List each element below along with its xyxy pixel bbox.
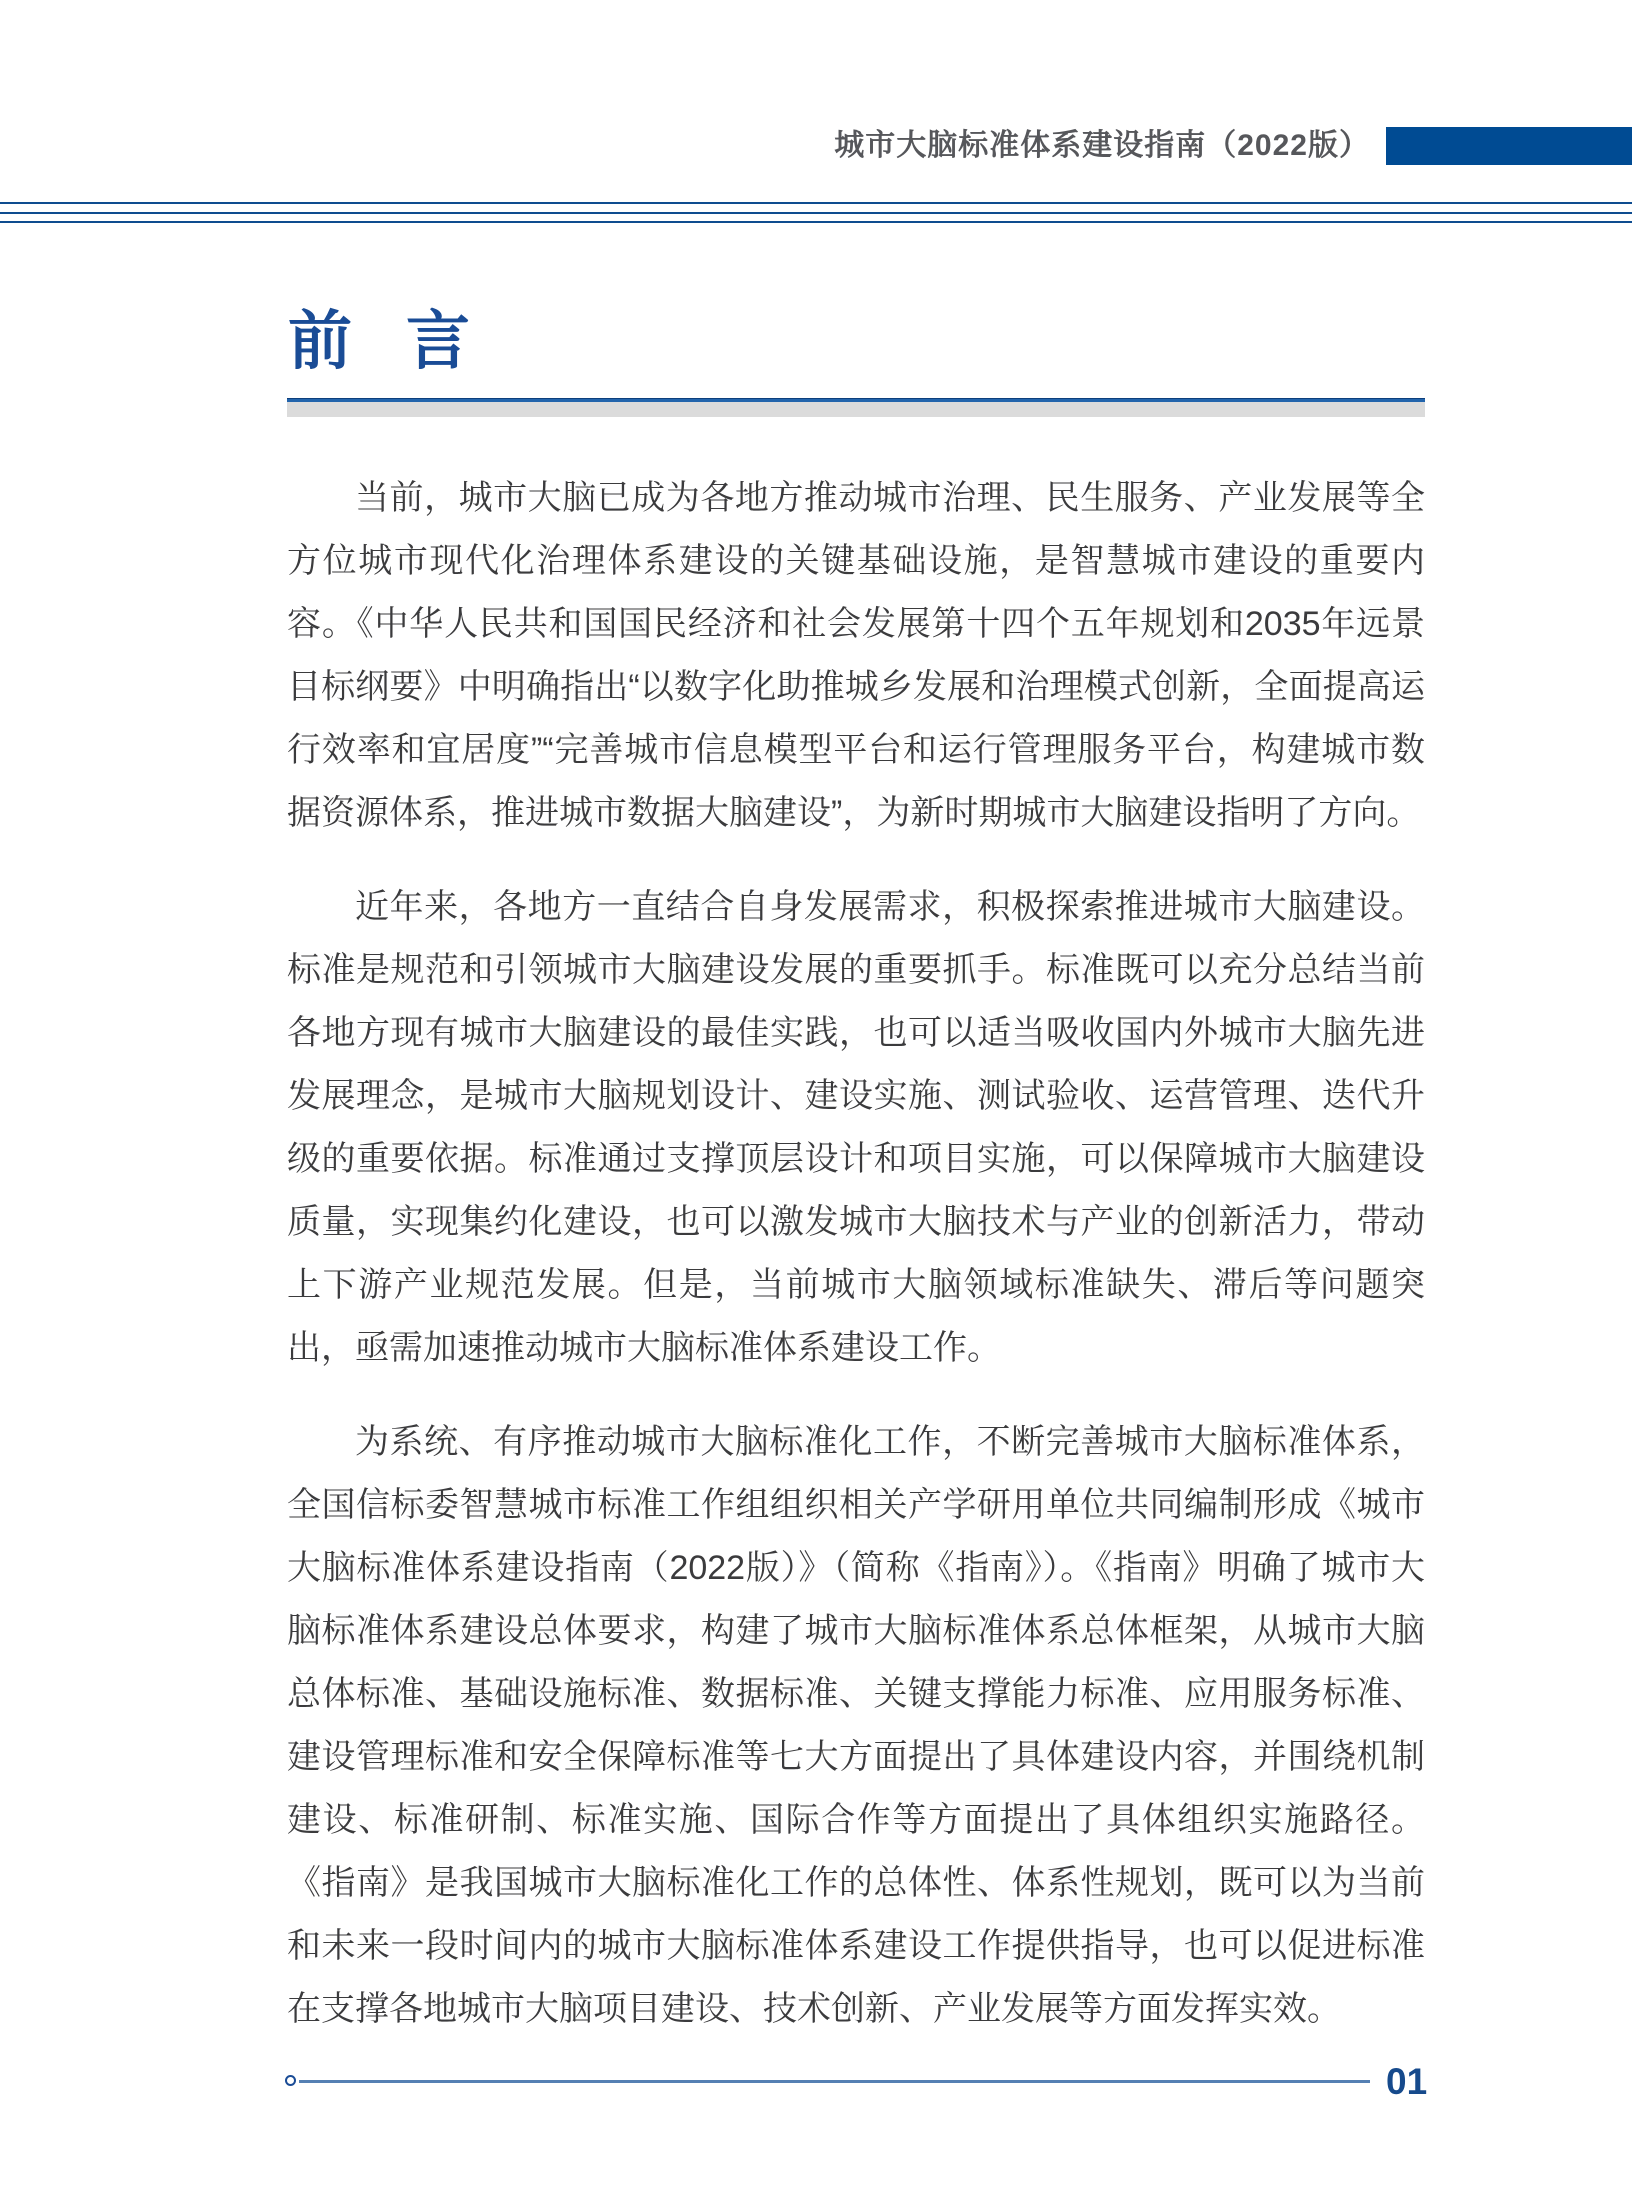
paragraph-1: 当前，城市大脑已成为各地方推动城市治理、民生服务、产业发展等全方位城市现代化治理体系建设的关键基础设施，是智慧城市建设的重要内容。《中华人民共和国国民经济和社会发展第十四个五年规划和2035年远景目标纲要》中明确指出“以数字化助推城乡发展和治理模式创新，全面提高运行效率和宜居度”“完善城市信息模型平台和运行管理服务平台，构建城市数据资源体系，推进城市数据大脑建设”，为新时期城市大脑建设指明了方向。 <box>287 479 1425 832</box>
header-rule-bottom <box>0 221 1632 223</box>
header-rule-top <box>0 202 1632 204</box>
section-title-char-2: 言 <box>406 305 470 377</box>
section-title-shade-bar <box>287 402 1425 417</box>
page-number: 01 <box>1386 2061 1428 2102</box>
paragraph-2: 近年来，各地方一直结合自身发展需求，积极探索推进城市大脑建设。标准是规范和引领城市大脑建设发展的重要抓手。标准既可以充分总结当前各地方现有城市大脑建设的最佳实践，也可以适当吸收国内外城市大脑先进发展理念，是城市大脑规划设计、建设实施、测试验收、运营管理、迭代升级的重要依据。标准通过支撑顶层设计和项目实施，可以保障城市大脑建设质量，实现集约化建设，也可以激发城市大脑技术与产业的创新活力，带动上下游产业规范发展。但是，当前城市大脑领域标准缺失、滞后等问题突出，亟需加速推动城市大脑标准体系建设工作。 <box>287 888 1425 1367</box>
preface-body <box>287 467 1425 2041</box>
running-header-title: 城市大脑标准体系建设指南（2022版） <box>834 129 1370 162</box>
header-accent-bar <box>1386 127 1632 165</box>
footer-circle-ornament <box>285 2075 296 2086</box>
header-rule-middle <box>0 212 1632 214</box>
paragraph-3: 为系统、有序推动城市大脑标准化工作，不断完善城市大脑标准体系，全国信标委智慧城市标准工作组组织相关产学研用单位共同编制形成《城市大脑标准体系建设指南（2022版）》（简称《指南》）。《指南》明确了城市大脑标准体系建设总体要求，构建了城市大脑标准体系总体框架，从城市大脑总体标准、基础设施标准、数据标准、关键支撑能力标准、应用服务标准、建设管理标准和安全保障标准等七大方面提出了具体建设内容，并围绕机制建设、标准研制、标准实施、国际合作等方面提出了具体组织实施路径。《指南》是我国城市大脑标准化工作的总体性、体系性规划，既可以为当前和未来一段时间内的城市大脑标准体系建设工作提供指导，也可以促进标准在支撑各地城市大脑项目建设、技术创新、产业发展等方面发挥实效。 <box>287 1423 1425 2028</box>
section-title-char-1: 前 <box>288 305 352 377</box>
footer-rule <box>299 2080 1370 2083</box>
section-title-preface <box>288 306 470 376</box>
